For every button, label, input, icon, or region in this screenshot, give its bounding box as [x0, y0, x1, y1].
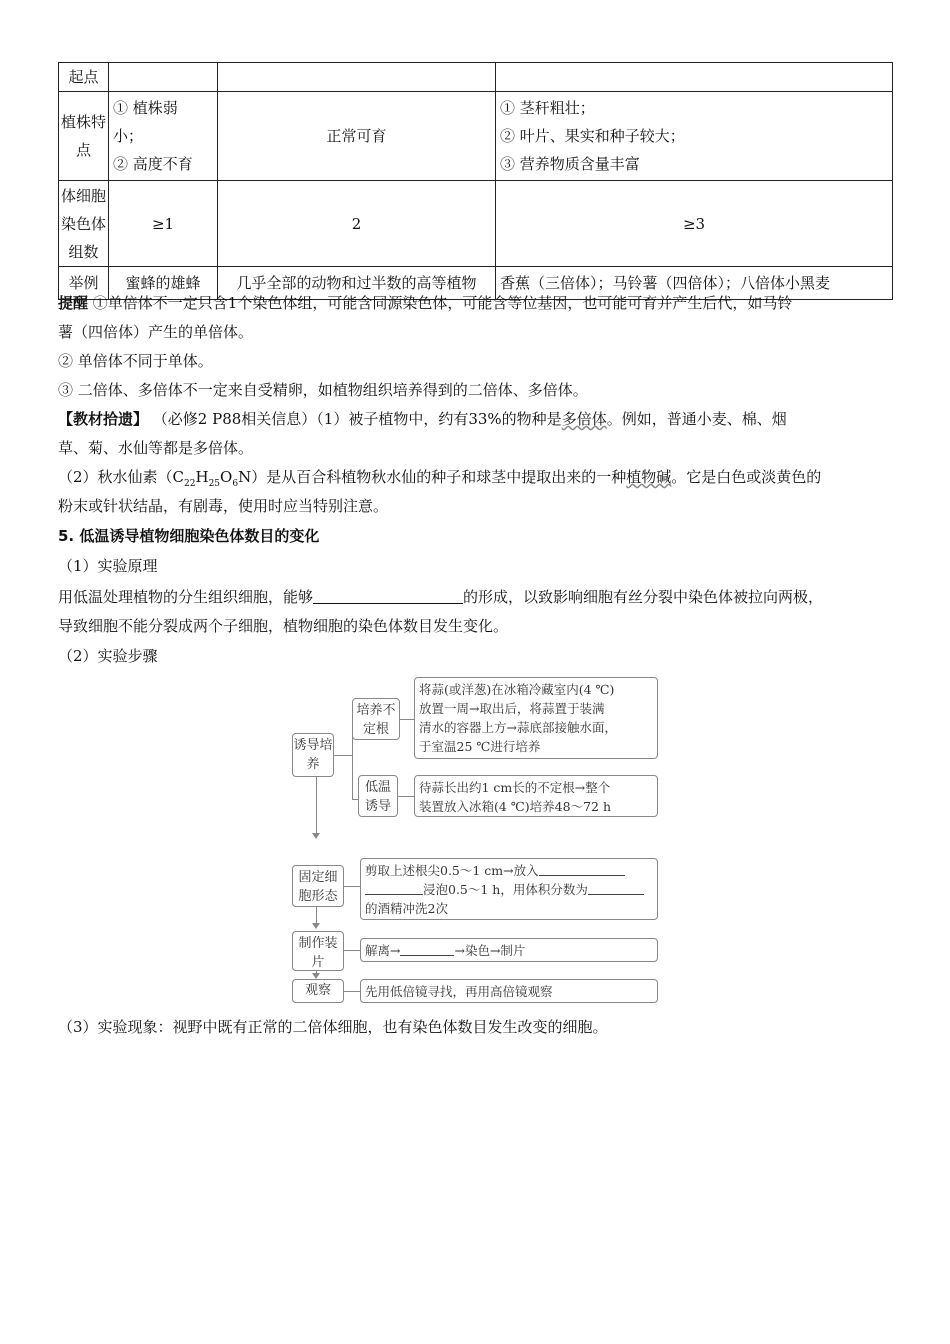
- section-title: 5. 低温诱导植物细胞染色体数目的变化: [58, 527, 320, 545]
- detail-line: 清水的容器上方→蒜底部接触水面，: [419, 720, 617, 735]
- table-cell: [109, 92, 218, 181]
- cell-line: ① 茎秆粗壮；: [500, 99, 595, 117]
- node-label: 制作装片: [298, 936, 338, 970]
- principle-line-1: [58, 583, 892, 612]
- textbook-ref: （必修2 P88相关信息）: [152, 410, 317, 428]
- fill-blank[interactable]: [588, 881, 644, 895]
- textbook-text: （1）被子植物中，约有33%的物种是: [316, 410, 562, 428]
- text: 。它是白色或淡黄色的: [671, 468, 822, 486]
- low-temp-detail: [414, 775, 658, 817]
- node-label: 培养不定根: [356, 703, 396, 737]
- connector: [398, 796, 414, 797]
- cell-line: ③ 营养物质含量丰富: [500, 155, 640, 173]
- induce-culture-node: [292, 733, 334, 777]
- tip-line-3: ② 单倍体不同于单体。: [58, 352, 213, 370]
- node-label: 低温诱导: [364, 780, 391, 814]
- table-row: [59, 63, 893, 92]
- text: （2）秋水仙素（C: [58, 468, 185, 486]
- connector: [344, 886, 360, 887]
- table-row: [59, 181, 893, 267]
- node-label: 诱导培养: [293, 738, 333, 772]
- fill-blank[interactable]: [539, 862, 625, 876]
- connector: [316, 777, 317, 835]
- subscript: 22: [184, 479, 196, 489]
- fill-blank[interactable]: [400, 942, 454, 956]
- principle-heading: （1）实验原理: [58, 557, 158, 575]
- textbook-line-1: [58, 405, 892, 434]
- fix-cell-node: [292, 865, 344, 907]
- textbook-label: 【教材拾遗】: [58, 410, 149, 428]
- table-cell: 2: [218, 181, 496, 267]
- row-label-text: 体细胞染色体组数: [61, 186, 107, 261]
- tip-label: 提醒: [58, 294, 89, 312]
- fill-blank[interactable]: [313, 587, 463, 604]
- textbook-line-4: 粉末或针状结晶，有剧毒，使用时应当特别注意。: [58, 497, 389, 515]
- cell-line: ① 植株弱: [113, 99, 178, 117]
- row-label: 举例: [59, 267, 109, 300]
- culture-roots-node: [352, 698, 400, 740]
- textbook-line-2: 草、菊、水仙等都是多倍体。: [58, 439, 254, 457]
- tip-line-2: 薯（四倍体）产生的单倍体。: [58, 323, 254, 341]
- fix-cell-detail: [360, 858, 658, 920]
- tip-line-4: ③ 二倍体、多倍体不一定来自受精卵，如植物组织培养得到的二倍体、多倍体。: [58, 381, 588, 399]
- experiment-flow-diagram: [286, 675, 666, 1007]
- text: 用低温处理植物的分生组织细胞，能够: [58, 588, 314, 606]
- fill-blank[interactable]: [365, 881, 423, 895]
- tip-line-1: [58, 289, 892, 318]
- arrow-down-icon: [312, 923, 320, 929]
- steps-heading: （2）实验步骤: [58, 647, 158, 665]
- detail-line: 将蒜(或洋葱)在冰箱冷藏室内(4 ℃): [419, 682, 615, 697]
- table-cell: 香蕉（三倍体）；马铃薯（四倍体）；八倍体小黑麦: [496, 267, 893, 300]
- row-label: [59, 181, 109, 267]
- observe-node: [292, 979, 344, 1003]
- detail-line: [365, 880, 653, 899]
- text: →染色→制片: [454, 943, 526, 958]
- connector: [334, 755, 352, 756]
- connector: [344, 950, 360, 951]
- detail-line: 待蒜长出约1 cm长的不定根→整个: [419, 780, 611, 795]
- underlined-term: 多倍体: [561, 410, 607, 428]
- ploidy-comparison-table: [58, 62, 893, 300]
- detail-line: 装置放入冰箱(4 ℃)培养48～72 h: [419, 799, 611, 814]
- make-slide-detail: [360, 938, 658, 962]
- tip-text: ①单倍体不一定只含1个染色体组，可能含同源染色体，可能含等位基因，也可能可育并产生后代，如马铃: [92, 294, 793, 312]
- table-cell: ≥3: [496, 181, 893, 267]
- table-cell: [218, 63, 496, 92]
- text: 先用低倍镜寻找，再用高倍镜观察: [365, 984, 553, 999]
- row-label-text: 植株特点: [61, 113, 107, 159]
- table-cell: 正常可育: [218, 92, 496, 181]
- connector: [400, 719, 414, 720]
- text: H: [195, 468, 209, 486]
- cell-line: 小；: [113, 127, 144, 145]
- table-row: [59, 92, 893, 181]
- phenomenon-line: （3）实验现象：视野中既有正常的二倍体细胞，也有染色体数目发生改变的细胞。: [58, 1018, 608, 1036]
- table-cell: ≥1: [109, 181, 218, 267]
- textbook-text: 。例如，普通小麦、棉、烟: [606, 410, 787, 428]
- table-cell: [496, 63, 893, 92]
- detail-line: [365, 861, 653, 880]
- cell-line: ② 叶片、果实和种子较大；: [500, 127, 685, 145]
- arrow-down-icon: [312, 833, 320, 839]
- detail-line: 放置一周→取出后，将蒜置于装满: [419, 701, 605, 716]
- cell-line: ② 高度不育: [113, 155, 193, 173]
- make-slide-node: [292, 931, 344, 971]
- node-label: 观察: [304, 983, 331, 998]
- row-label: 起点: [59, 63, 109, 92]
- table-cell: 蜜蜂的雄蜂: [109, 267, 218, 300]
- text: 剪取上述根尖0.5～1 cm→放入: [365, 863, 539, 878]
- row-label: [59, 92, 109, 181]
- text: 的形成，以致影响细胞有丝分裂中染色体被拉向两极，: [463, 588, 824, 606]
- principle-line-2: 导致细胞不能分裂成两个子细胞，植物细胞的染色体数目发生变化。: [58, 617, 509, 635]
- underlined-term: 植物碱: [626, 468, 672, 486]
- low-temp-induction-node: [358, 775, 398, 817]
- subscript: 25: [208, 479, 221, 489]
- text: N）是从百合科植物秋水仙的种子和球茎中提取出来的一种: [238, 468, 627, 486]
- observe-detail: [360, 979, 658, 1003]
- culture-roots-detail: [414, 677, 658, 759]
- detail-line: 的酒精冲洗2次: [365, 901, 448, 916]
- text: 解离→: [365, 943, 401, 958]
- node-label: 固定细胞形态: [298, 870, 338, 904]
- text: 浸泡0.5～1 h，用体积分数为: [423, 882, 588, 897]
- text: O: [220, 468, 233, 486]
- subscript: 6: [232, 479, 239, 489]
- table-cell: 几乎全部的动物和过半数的高等植物: [218, 267, 496, 300]
- table-cell: [496, 92, 893, 181]
- connector: [344, 991, 360, 992]
- detail-line: 于室温25 ℃进行培养: [419, 739, 541, 754]
- table-cell: [109, 63, 218, 92]
